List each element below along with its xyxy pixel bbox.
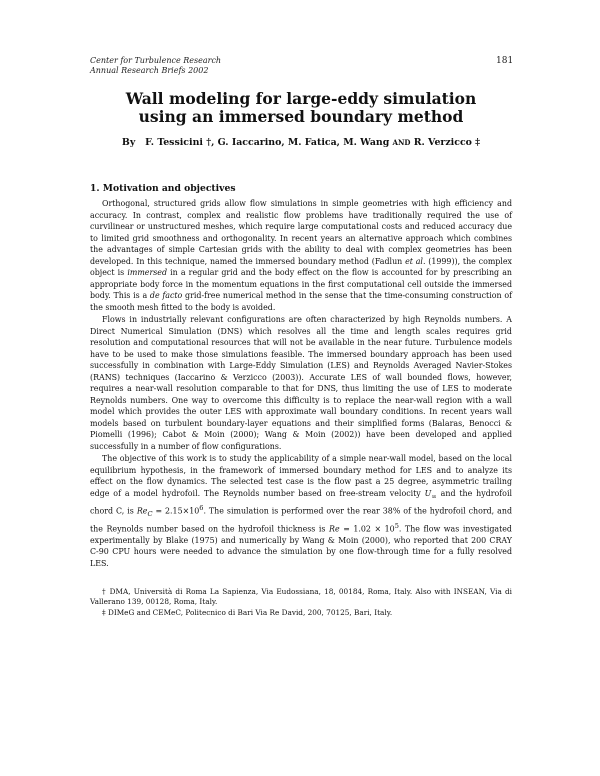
paragraph-3-text: The objective of this work is to study the applicability of a simple near-wall model, based on the local equilibrium hypothesis, in the framework of immersed boundary method for LES and to analyze its effect on the flow dynamics. The selected test case is the flow past a 25 degree, asymmetric trailing edge of a model hydrofoil. The Reynolds number based on free-stream velocity: [90, 454, 512, 498]
paragraph-3-text: . The simulation is performed over the rear 38% of the hydrofoil chord, and the Reynolds number based on the hydrofoil thickness is: [90, 506, 512, 534]
immersed-italic: immersed: [127, 268, 168, 277]
footnotes: [90, 587, 512, 618]
de-facto-italic: de facto: [149, 291, 183, 300]
paragraph-3: [90, 453, 512, 569]
paragraph-1-text: Orthogonal, structured grids allow flow simulations in simple geometries with high efficiency and accuracy. In contrast, complex and realistic flow problems have traditionally required the use of curvilinear or unstructured meshes, which require large computational costs and reduced accuracy due to limited grid smoothness and orthogonality. In recent years an alternative approach which combines the advantages of simple Cartesian grids with the ability to deal with complex geometries has been developed. In this technique, named the immersed boundary method (Fadlun: [90, 199, 512, 266]
running-header: [90, 56, 221, 76]
paragraph-1-text: grid-free numerical method in the sense that the time-consuming construction of the smooth mesh fitted to the body is avoided.: [90, 291, 512, 312]
math-subscript: C: [147, 510, 153, 519]
paragraph-3-text: = 1.02 × 10: [339, 524, 395, 534]
footnote-double-dagger: ‡ DIMeG and CEMeC, Politecnico di Bari Via Re David, 200, 70125, Bari, Italy.: [102, 607, 393, 617]
paragraph-1: [90, 198, 512, 313]
paragraph-2: Flows in industrially relevant configurations are often characterized by high Reynolds numbers. A Direct Numerical Simulation (DNS) which resolves all the time and length scales requires grid resolution and computational resources that will not be available in the near future. Turbulence models have to be used to make those simulations feasible. The immersed boundary approach has been used successfully in combination with Large-Eddy Simulation (LES) and Reynolds Averaged Navier-Stokes (RANS) techniques (Iaccarino & Verzicco (2003)). Accurate LES of wall bounded flows, however, requires a near-wall resolution comparable to that for DNS, thus limiting the use of LES to moderate Reynolds numbers. One way to overcome this difficulty is to replace the near-wall region with a wall model which provides the outer LES with approximate wall boundary conditions. In recent years wall models based on turbulent boundary-layer equations and their simplified forms (Balaras, Benocci & Piomelli (1996); Cabot & Moin (2000); Wang & Moin (2002)) have been developed and applied successfully in a number of flow configurations.: [90, 315, 512, 451]
paper-title: [90, 90, 512, 126]
title-line-1: Wall modeling for large-eddy simulation: [125, 89, 477, 108]
footnote-dagger: † DMA, Università di Roma La Sapienza, Via Eudossiana, 18, 00184, Roma, Italy. Also with INSEAN, Via di Vallerano 139, 00128, Roma, Italy.: [90, 587, 512, 607]
math-subscript: ∞: [431, 492, 437, 501]
math-exponent: 6: [199, 503, 204, 512]
header-center-name: Center for Turbulence Research: [90, 56, 222, 65]
paragraph-3-text: . The flow was investigated experimentally by Blake (1975) and numerically by Wang & Moin (2000), who reported that 200 CRAY C-90 CPU hours were needed to advance the simulation by one flow-through time for a fully resolved LES.: [90, 524, 512, 568]
authors-group-2: R. Verzicco ‡: [413, 137, 481, 148]
authors-and: and: [392, 137, 411, 148]
paragraph-3-text: and the hydrofoil chord C, is: [90, 488, 512, 516]
page-number: 181: [496, 56, 514, 66]
paragraph-1-text: (1999)), the complex object is: [90, 256, 513, 277]
author-list: [90, 137, 512, 148]
math-re: Re: [329, 524, 340, 534]
paragraph-3-text: = 2.15×10: [152, 506, 200, 516]
header-briefs-year: Annual Research Briefs 2002: [90, 66, 209, 75]
math-re-c: Re: [136, 506, 148, 516]
math-exponent: 5: [394, 521, 399, 530]
math-u-infinity: U: [424, 488, 432, 498]
et-al-italic: et al.: [405, 256, 426, 266]
authors-by: By: [121, 137, 136, 148]
paragraph-1-text: in a regular grid and the body effect on the flow is accounted for by prescribing an appropriate body force in the momentum equations in the first computational cell outside the immersed body. This is a: [90, 268, 512, 300]
title-line-2: using an immersed boundary method: [138, 107, 464, 126]
body-text: [90, 198, 512, 569]
authors-group-1: F. Tessicini †, G. Iaccarino, M. Fatica, M. Wang: [145, 137, 390, 148]
section-heading: 1. Motivation and objectives: [90, 183, 236, 194]
